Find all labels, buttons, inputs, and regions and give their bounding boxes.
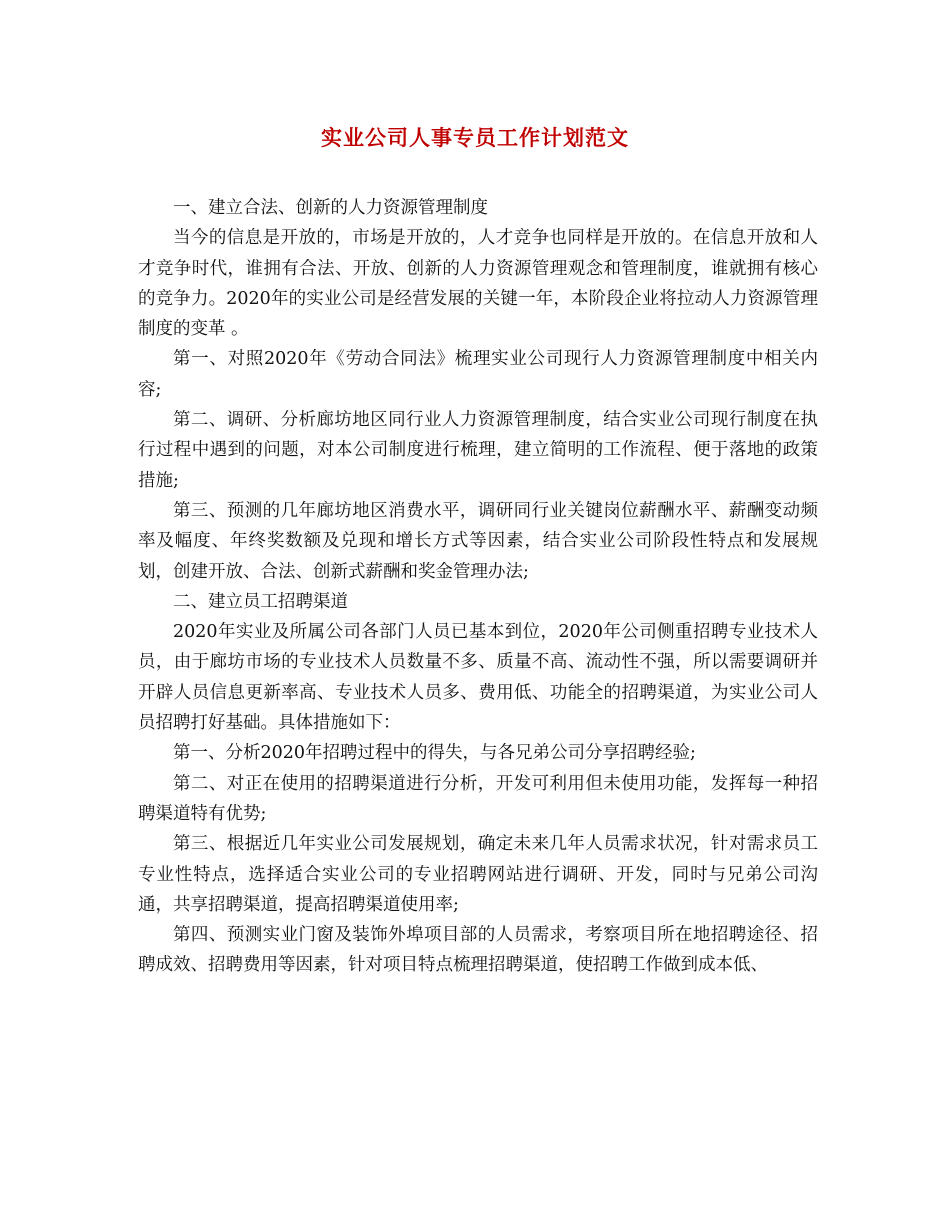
paragraph: 第三、根据近几年实业公司发展规划，确定未来几年人员需求状况，针对需求员工专业性特点，选择适合实业公司的专业招聘网站进行调研、开发，同时与兄弟公司沟通，共享招聘渠道，提高招聘渠道使用率; — [138, 834, 818, 915]
section-heading-1: 一、建立合法、创新的人力资源管理制度 — [173, 198, 488, 218]
paragraph: 第二、调研、分析廊坊地区同行业人力资源管理制度，结合实业公司现行制度在执行过程中遇到的问题，对本公司制度进行梳理，建立简明的工作流程、便于落地的政策措施; — [138, 410, 818, 491]
paragraph: 第一、分析2020年招聘过程中的得失，与各兄弟公司分享招聘经验; — [173, 743, 696, 764]
paragraph: 第三、预测的几年廊坊地区消费水平，调研同行业关键岗位薪酬水平、薪酬变动频率及幅度、年终奖数额及兑现和增长方式等因素，结合实业公司阶段性特点和发展规划，创建开放、合法、创新式薪酬和奖金管理办法; — [138, 500, 818, 582]
paragraph: 2020年实业及所属公司各部门人员已基本到位，2020年公司侧重招聘专业技术人员，由于廊坊市场的专业技术人员数量不多、质量不高、流动性不强，所以需要调研并开辟人员信息更新率高、专业技术人员多、费用低、功能全的招聘渠道，为实业公司人员招聘打好基础。具体措施如下： — [138, 622, 818, 734]
document-title: 实业公司人事专员工作计划范文 — [321, 125, 629, 150]
paragraph: 第二、对正在使用的招聘渠道进行分析，开发可利用但未使用功能，发挥每一种招聘渠道特有优势; — [138, 773, 818, 824]
document-body — [138, 193, 818, 981]
paragraph: 第四、预测实业门窗及装饰外埠项目部的人员需求，考察项目所在地招聘途径、招聘成效、招聘费用等因素，针对项目特点梳理招聘渠道，使招聘工作做到成本低、 — [138, 925, 818, 976]
paragraph: 第一、对照2020年《劳动合同法》梳理实业公司现行人力资源管理制度中相关内容; — [138, 349, 818, 400]
paragraph: 当今的信息是开放的，市场是开放的，人才竞争也同样是开放的。在信息开放和人才竞争时代，谁拥有合法、开放、创新的人力资源管理观念和管理制度，谁就拥有核心的竞争力。2020年的实业公司是经营发展的关键一年，本阶段企业将拉动人力资源管理制度的变革 。 — [138, 228, 818, 340]
section-heading-2: 二、建立员工招聘渠道 — [173, 591, 348, 612]
